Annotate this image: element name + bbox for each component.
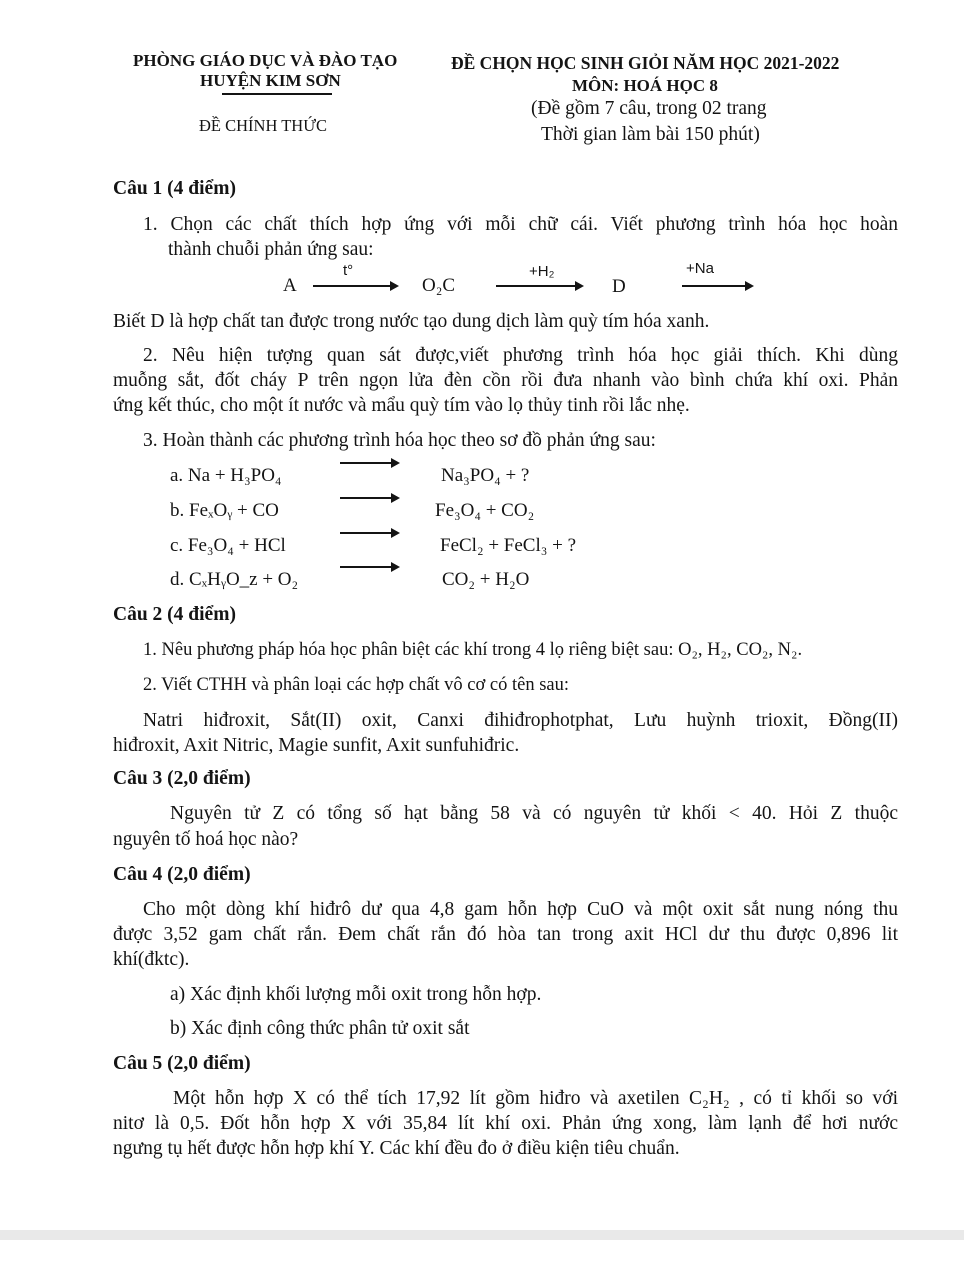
q2-part1: 1. Nêu phương pháp hóa học phân biệt các khí trong 4 lọ riêng biệt sau: O₂, H₂, CO₂, N₂. [143, 640, 803, 660]
q1-part1-line1: 1. Chọn các chất thích hợp ứng với mỗi chữ cái. Viết phương trình hóa học hoàn [143, 214, 898, 235]
q2-title: Câu 2 (4 điểm) [113, 604, 236, 625]
chain-arrow-3 [682, 285, 752, 287]
q4-line2: được 3,52 gam chất rắn. Đem chất rắn đó hòa tan trong axit HCl dư thu được 0,896 lit [113, 924, 898, 945]
q1-chain-note: Biết D là hợp chất tan được trong nước tạo dung dịch làm quỳ tím hóa xanh. [113, 311, 710, 332]
time-note: Thời gian làm bài 150 phút) [541, 124, 760, 145]
equation-a-products: Na₃PO₄ + ? [441, 465, 530, 486]
q1-title: Câu 1 (4 điểm) [113, 178, 236, 199]
equation-a-reactants: a. Na + H₃PO₄ [170, 465, 282, 486]
q4-line3: khí(đktc). [113, 949, 190, 970]
q5-line2: nitơ là 0,5. Đốt hỗn hợp X với 35,84 lít khí oxi. Phản ứng xong, làm lạnh để hơi nước [113, 1113, 898, 1134]
q1-part2-line1: 2. Nêu hiện tượng quan sát được,viết phương trình hóa học giải thích. Khi dùng [143, 345, 898, 366]
chain-species-d: D [612, 276, 626, 297]
q4-part-a: a) Xác định khối lượng mỗi oxit trong hỗn hợp. [170, 984, 542, 1005]
q5-title: Câu 5 (2,0 điểm) [113, 1053, 251, 1074]
equation-b-products: Fe₃O₄ + CO₂ [435, 500, 535, 521]
chain-arrow-1 [313, 285, 397, 287]
q4-part-b: b) Xác định công thức phân tử oxit sắt [170, 1018, 470, 1039]
q3-line1: Nguyên tử Z có tổng số hạt bằng 58 và có nguyên tử khối < 40. Hỏi Z thuộc [170, 803, 898, 824]
official-label: ĐỀ CHÍNH THỨC [199, 116, 327, 135]
q1-part2-line3: ứng kết thúc, cho một ít nước và mẩu quỳ tím vào lọ thủy tinh rồi lắc nhẹ. [113, 395, 690, 416]
page-bottom-band [0, 1230, 964, 1240]
pages-note: (Đề gồm 7 câu, trong 02 trang [531, 98, 767, 119]
q5-line3: ngưng tụ hết được hỗn hợp khí Y. Các khí đều đo ở điều kiện tiêu chuẩn. [113, 1138, 680, 1159]
chain-species-a: A [283, 275, 297, 296]
q4-line1: Cho một dòng khí hiđrô dư qua 4,8 gam hỗn hợp CuO và một oxit sắt nung nóng thu [143, 899, 898, 920]
chain-species-o2c: O₂C [422, 275, 456, 296]
q2-compound-names-line2: hiđroxit, Axit Nitric, Magie sunfit, Axit sunfuhiđric. [113, 735, 520, 756]
q1-part3: 3. Hoàn thành các phương trình hóa học theo sơ đồ phản ứng sau: [143, 430, 656, 451]
q1-part1-line2: thành chuỗi phản ứng sau: [168, 239, 374, 260]
q5-line1: Một hỗn hợp X có thể tích 17,92 lít gồm hiđro và axetilen C₂H₂ , có tỉ khối so với [173, 1088, 898, 1109]
equation-d-products: CO₂ + H₂O [442, 569, 530, 590]
q1-part2-line2: muỗng sắt, đốt cháy P trên ngọn lửa đèn cồn rồi đưa nhanh vào bình chứa khí oxi. Phản [113, 370, 898, 391]
district-name: HUYỆN KIM SƠN [200, 71, 341, 90]
subject-line: MÔN: HOÁ HỌC 8 [572, 76, 718, 95]
q2-compound-names-line1: Natri hiđroxit, Sắt(II) oxit, Canxi đihiđrophotphat, Lưu huỳnh trioxit, Đồng(II) [143, 710, 898, 731]
q4-title: Câu 4 (2,0 điểm) [113, 864, 251, 885]
chain-condition-h2: +H₂ [529, 263, 555, 280]
equation-d-reactants: d. CₓHᵧO_z + O₂ [170, 569, 299, 590]
equation-c-products: FeCl₂ + FeCl₃ + ? [440, 535, 577, 556]
q2-part2: 2. Viết CTHH và phân loại các hợp chất vô cơ có tên sau: [143, 675, 570, 695]
equation-a-arrow [340, 462, 398, 464]
q3-line2: nguyên tố hoá học nào? [113, 829, 299, 850]
exam-title: ĐỀ CHỌN HỌC SINH GIỎI NĂM HỌC 2021-2022 [451, 53, 840, 73]
equation-b-arrow [340, 497, 398, 499]
chain-condition-na: +Na [686, 260, 714, 277]
chain-arrow-2 [496, 285, 582, 287]
equation-c-reactants: c. Fe₃O₄ + HCl [170, 535, 286, 556]
department-name: PHÒNG GIÁO DỤC VÀ ĐÀO TẠO [133, 51, 398, 70]
chain-condition-heat: t° [343, 262, 354, 279]
q3-title: Câu 3 (2,0 điểm) [113, 768, 251, 789]
equation-d-arrow [340, 566, 398, 568]
equation-b-reactants: b. FeₓOᵧ + CO [170, 500, 279, 521]
equation-c-arrow [340, 532, 398, 534]
district-underline [222, 93, 332, 95]
